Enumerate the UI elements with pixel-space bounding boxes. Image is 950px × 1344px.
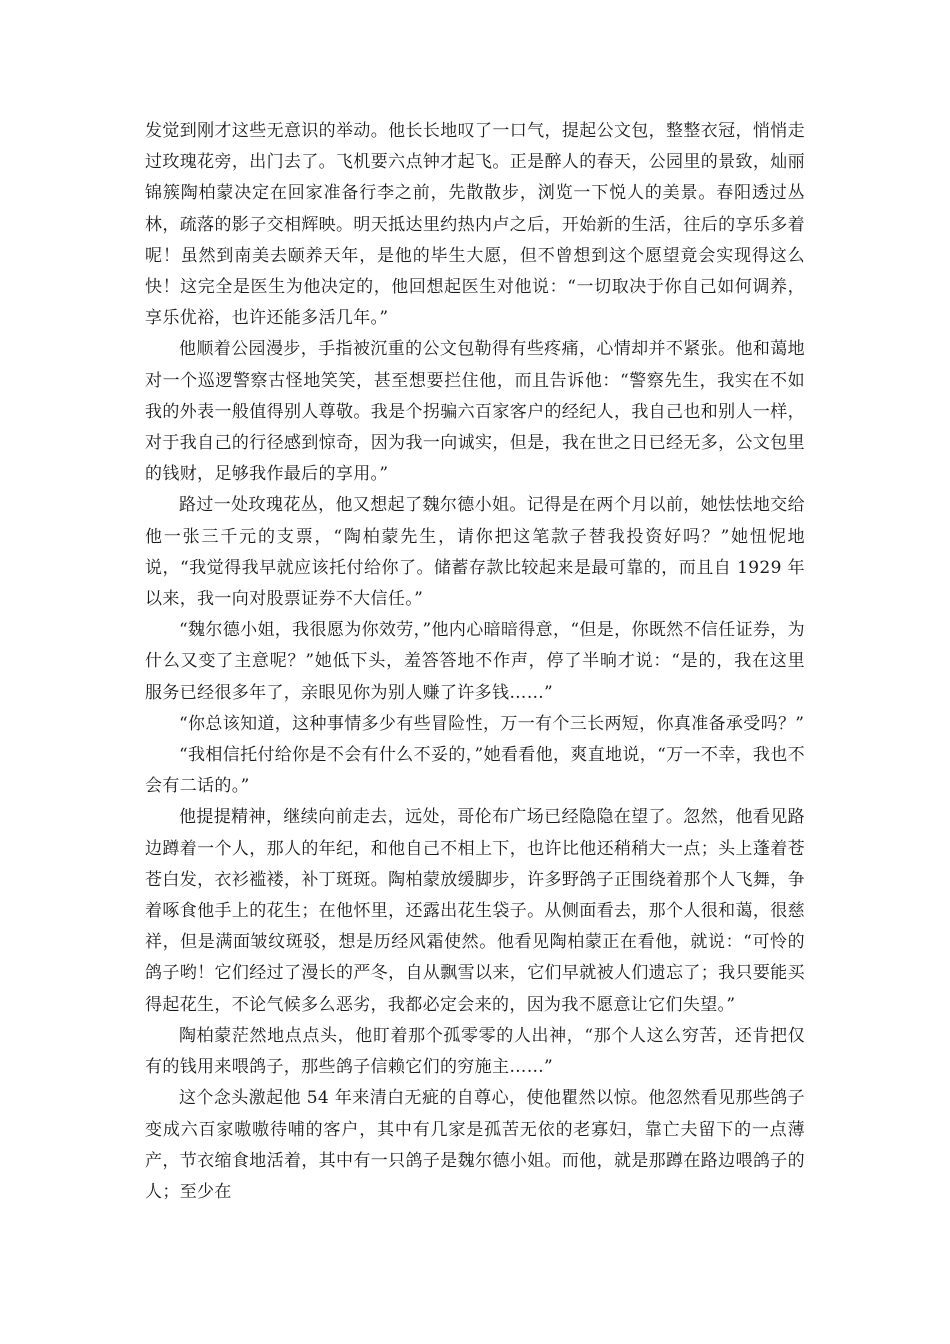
paragraph-7: 他提提精神，继续向前走去，远处，哥伦布广场已经隐隐在望了。忽然，他看见路边蹲着一个人，那人的年纪，和他自己不相上下，也许比他还稍稍大一点；头上蓬着苍苍白发，衣衫褴褛，补丁斑斑。陶柏蒙放缓脚步，许多野鸽子正围绕着那个人飞舞，争着啄食他手上的花生；在他怀里，还露出花生袋子。从侧面看去，那个人很和蔼，很慈祥，但是满面皱纹斑驳，想是历经风霜使然。他看见陶柏蒙正在看他，就说：“可怜的鸽子哟！它们经过了漫长的严冬，自从飘雪以来，它们早就被人们遗忘了；我只要能买得起花生，不论气候多么恶劣，我都必定会来的，因为我不愿意让它们失望。”: [145, 807, 805, 1015]
paragraph-9: 这个念头激起他 54 年来清白无疵的自尊心，使他瞿然以惊。他忽然看见那些鸽子变成六百家嗷嗷待哺的客户，其中有几家是孤苦无依的老寡妇，靠亡夫留下的一点薄产，节衣缩食地活着，其中有一只鸽子是魏尔德小姐。而他，就是那蹲在路边喂鸽子的人；至少在: [145, 1088, 805, 1202]
paragraph-5: “你总该知道，这种事情多少有些冒险性，万一有个三长两短，你真准备承受吗？”: [179, 713, 805, 734]
paragraph-3: 路过一处玫瑰花丛，他又想起了魏尔德小姐。记得是在两个月以前，她怯怯地交给他一张三千元的支票，“陶柏蒙先生，请你把这笔款子替我投资好吗？”她忸怩地说，“我觉得我早就应该托付给你了。储蓄存款比较起来是最可靠的，而且自 1929 年以来，我一向对股票证券不大信任。”: [145, 495, 805, 610]
document-page: [145, 116, 805, 1208]
paragraph-1: 发觉到刚才这些无意识的举动。他长长地叹了一口气，提起公文包，整整衣冠，悄悄走过玫瑰花旁，出门去了。飞机要六点钟才起飞。正是醉人的春天，公园里的景致，灿丽锦簇陶柏蒙决定在回家准备行李之前，先散散步，浏览一下悦人的美景。春阳透过丛林，疏落的影子交相辉映。明天抵达里约热内卢之后，开始新的生活，往后的享乐多着呢！虽然到南美去颐养天年，是他的毕生大愿，但不曾想到这个愿望竟会实现得这么快！这完全是医生为他决定的，他回想起医生对他说：“一切取决于你自己如何调养，享乐优裕，也许还能多活几年。”: [145, 121, 805, 329]
paragraph-8: 陶柏蒙茫然地点点头，他盯着那个孤零零的人出神，“那个人这么穷苦，还肯把仅有的钱用来喂鸽子，那些鸽子信赖它们的穷施主……”: [145, 1025, 805, 1078]
paragraph-4: “魏尔德小姐，我很愿为你效劳，”他内心暗暗得意，“但是，你既然不信任证券，为什么又变了主意呢？”她低下头，羞答答地不作声，停了半晌才说：“是的，我在这里服务已经很多年了，亲眼见你为别人赚了许多钱……”: [145, 620, 805, 703]
paragraph-2: 他顺着公园漫步，手指被沉重的公文包勒得有些疼痛，心情却并不紧张。他和蔼地对一个巡逻警察古怪地笑笑，甚至想要拦住他，而且告诉他：“警察先生，我实在不如我的外表一般值得别人尊敬。我是个拐骗六百家客户的经纪人，我自己也和别人一样，对于我自己的行径感到惊奇，因为我一向诚实，但是，我在世之日已经无多，公文包里的钱财，足够我作最后的享用。”: [145, 339, 805, 485]
paragraph-6: “我相信托付给你是不会有什么不妥的，”她看看他，爽直地说，“万一不幸，我也不会有二话的。”: [145, 745, 805, 797]
